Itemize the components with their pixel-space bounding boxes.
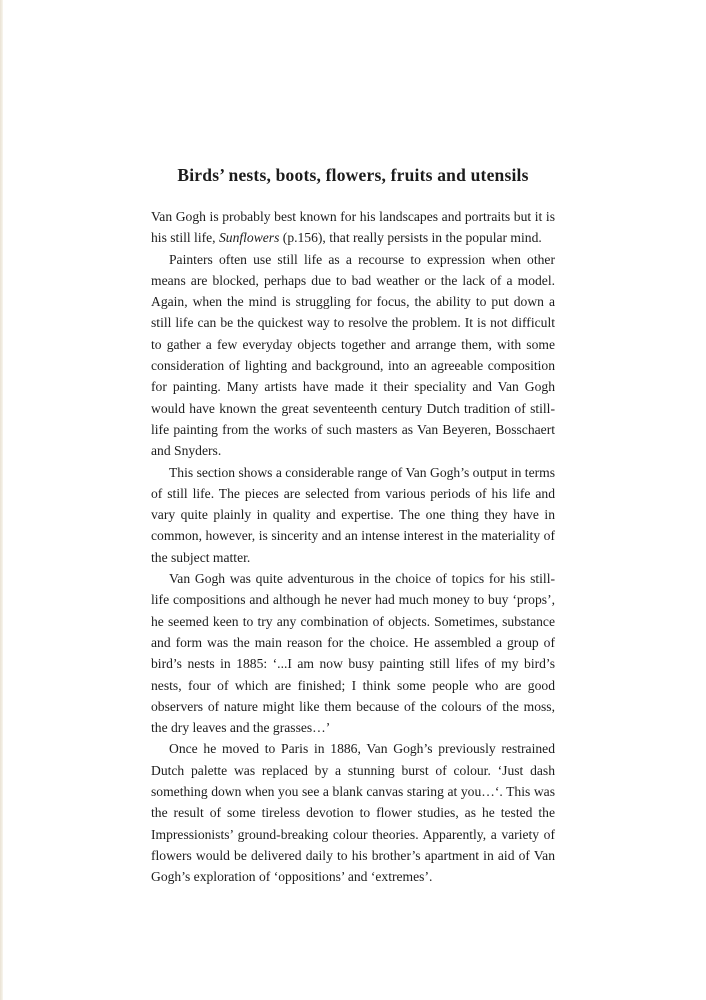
- page-edge: [0, 0, 3, 1000]
- sunflowers-title: Sunflowers: [218, 230, 280, 246]
- paragraph-4: Van Gogh was quite adventurous in the choice of topics for his still-life compositions and although he never had much money to buy ‘props’, he seemed keen to try any combination of objects. Sometimes, substance and form was the main reason for the choice. He assembled a group of bird’s nests in 1885: ‘...I am now busy painting still lifes of my bird’s nests, four of which are finished; I think some people who are good observers of nature might like them because of the colours of the moss, the dry leaves and the grasses…’: [151, 571, 555, 736]
- paragraph-5: Once he moved to Paris in 1886, Van Gogh’s previously restrained Dutch palette was replaced by a stunning burst of colour. ‘Just dash something down when you see a blank canvas staring at you…‘. This was the result of some tireless devotion to flower studies, as he tested the Impressionists’ ground-breaking colour theories. Apparently, a variety of flowers would be delivered daily to his brother’s apartment in aid of Van Gogh’s exploration of ‘oppositions’ and ‘extremes’.: [151, 741, 555, 885]
- paragraph-2: Painters often use still life as a recourse to expression when other means are blocked, perhaps due to bad weather or the lack of a model. Again, when the mind is struggling for focus, the ability to put down a still life can be the quickest way to resolve the problem. It is not difficult to gather a few everyday objects together and arrange them, with some consideration of lighting and background, into an agreeable composition for painting. Many artists have made it their speciality and Van Gogh would have known the great seventeenth century Dutch tradition of still-life painting from the works of such masters as Van Beyeren, Bosschaert and Snyders.: [151, 251, 555, 459]
- paragraph-1-text-b: (p.156), that really persists in the popular mind.: [279, 230, 542, 246]
- paragraph-3: This section shows a considerable range of Van Gogh’s output in terms of still life. The pieces are selected from various periods of his life and vary quite plainly in quality and expertise. The one thing they have in common, however, is sincerity and an intense interest in the materiality of the subject matter.: [151, 464, 555, 565]
- paragraph-1: [151, 206, 555, 249]
- section-title: Birds’ nests, boots, flowers, fruits and utensils: [177, 165, 529, 185]
- book-page: [151, 160, 555, 888]
- paragraph-1-text-a: Van Gogh is probably best known for his landscapes and portraits but it is his still life,: [151, 209, 555, 246]
